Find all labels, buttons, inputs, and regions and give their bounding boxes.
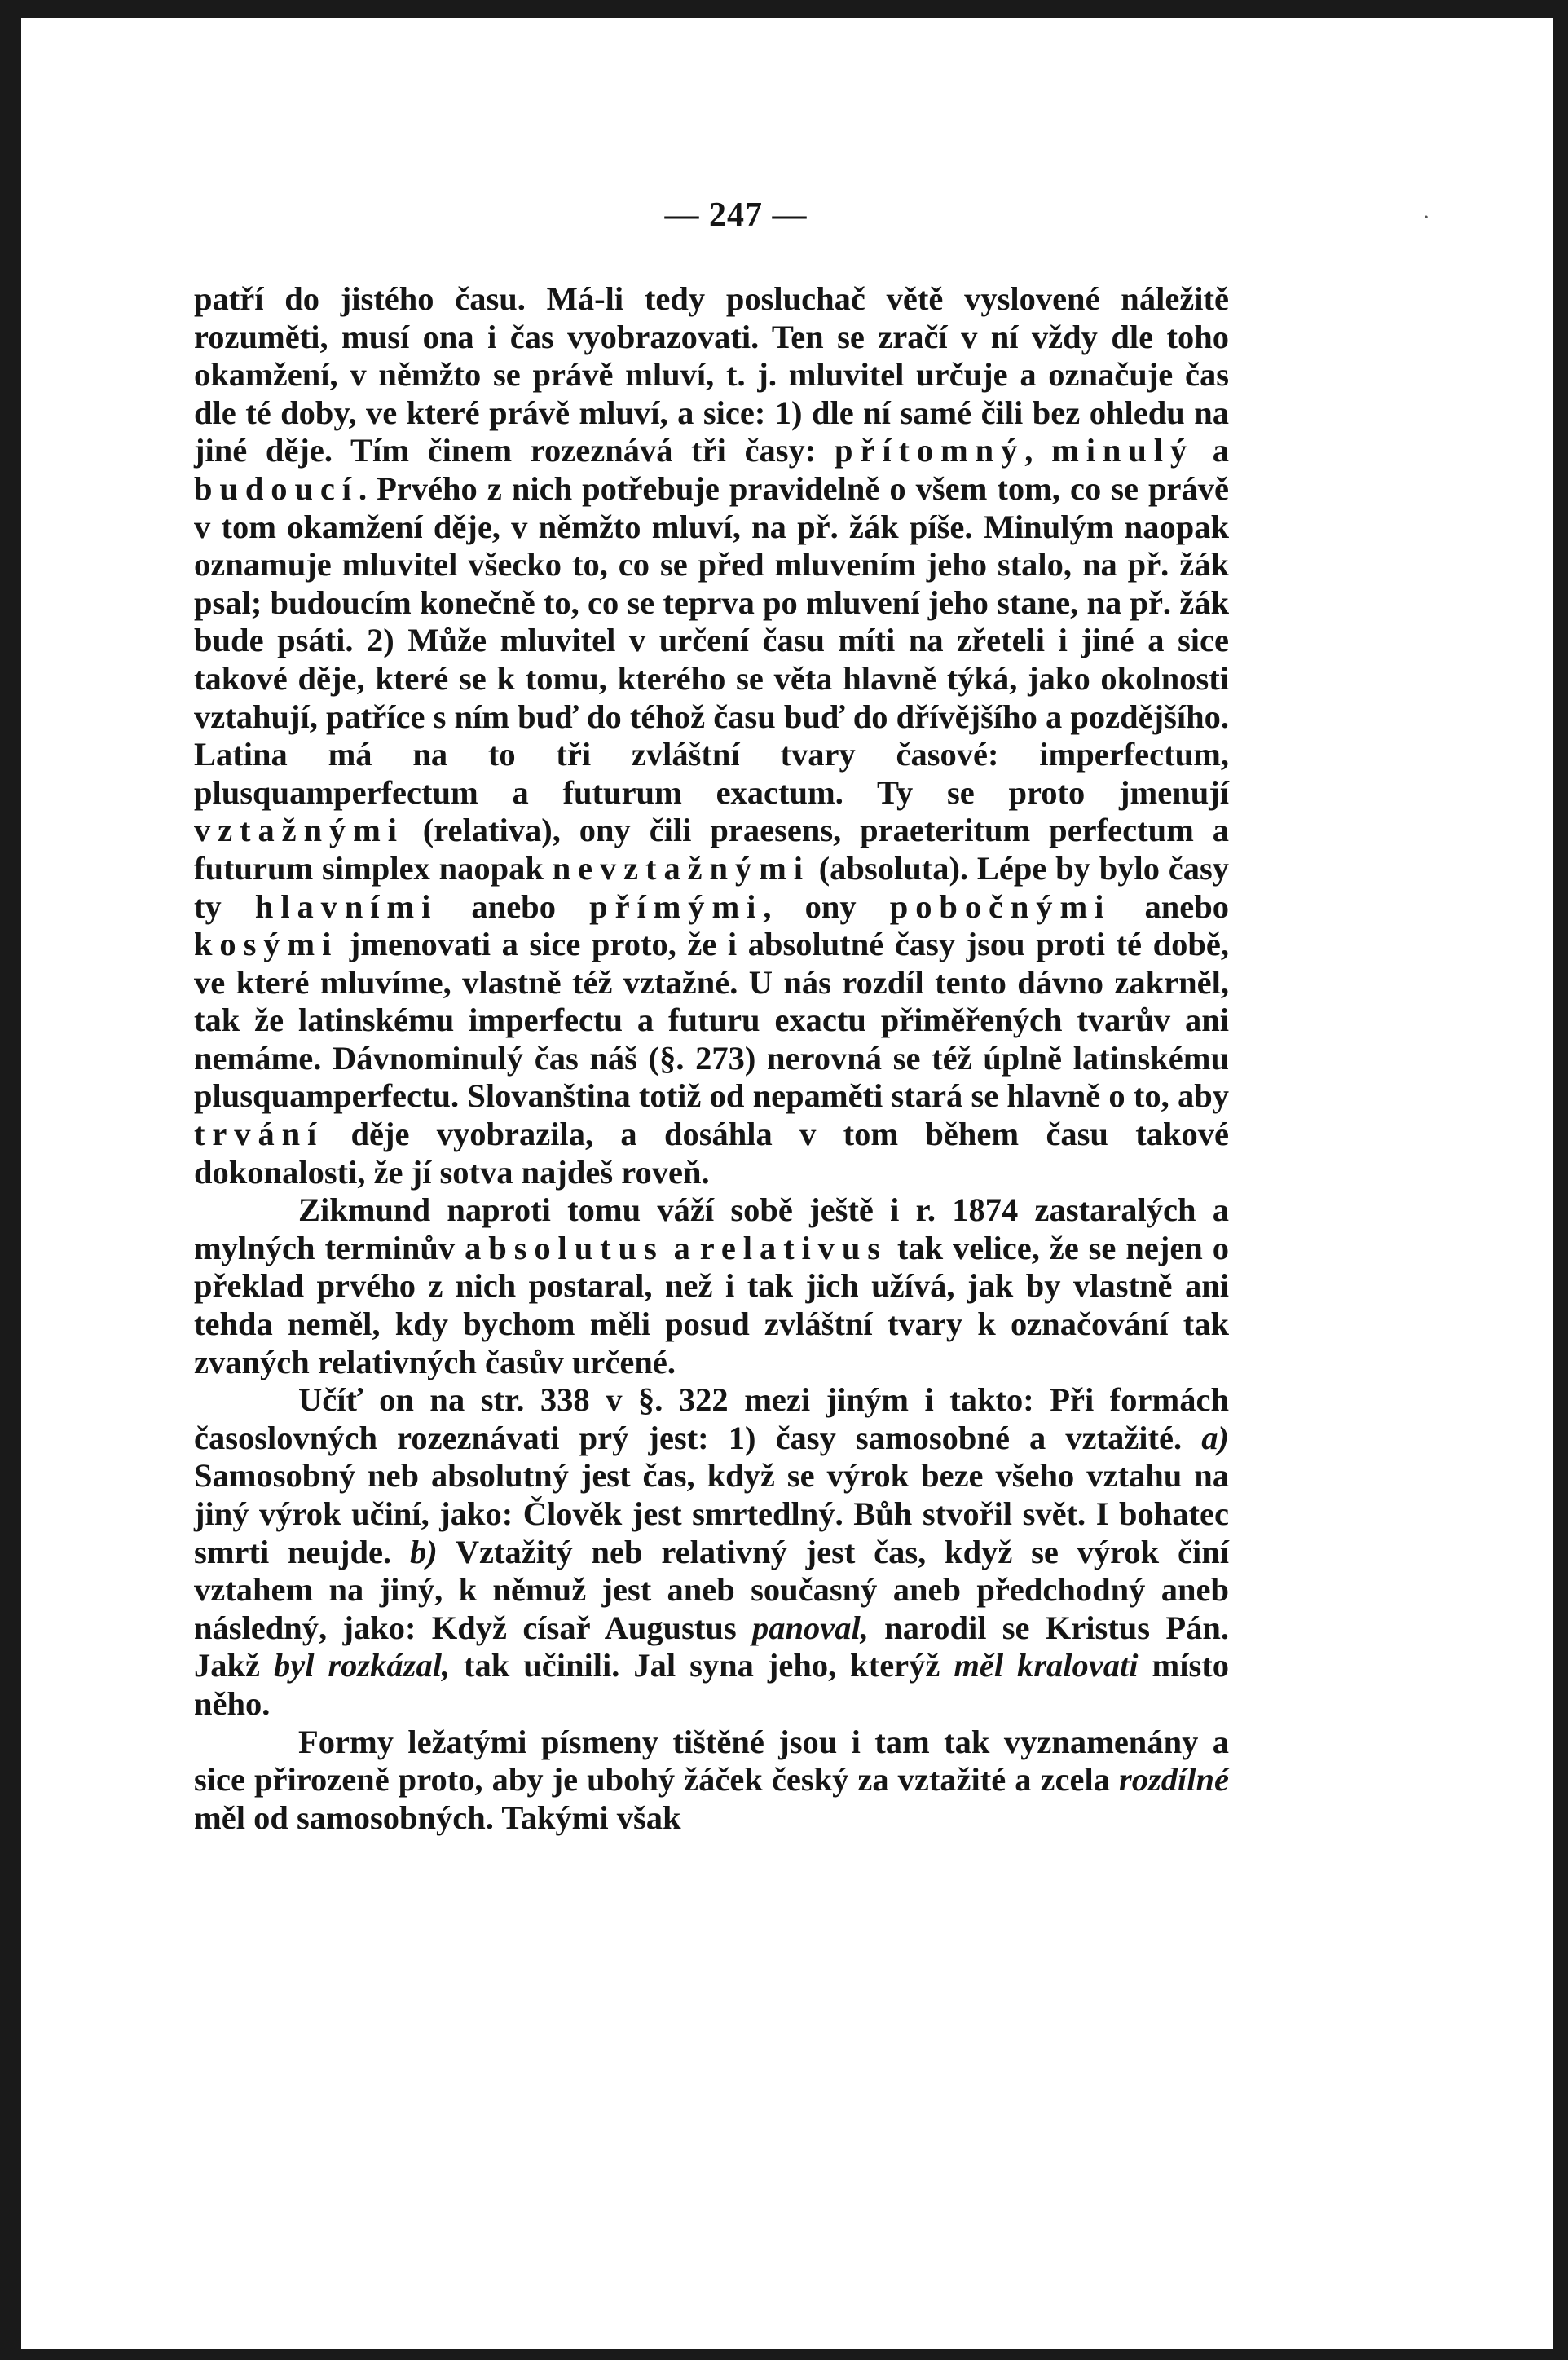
text-run: patří do jistého času. Má-li tedy posluchač větě vyslovené náležitě rozuměti, musí ona i čas vyobrazovati. Ten se zračí v ní vždy dle toho okamžení, v němžto se právě mluví, t. j. mluvitel určuje a označuje čas dle té doby, ve které právě mluví, a sice: 1) dle ní samé čili bez ohledu na jiné děje. Tím činem rozeznává tři časy: [194, 280, 1229, 469]
page-number: — 247 — [664, 196, 808, 234]
spaced-term: budoucí [194, 469, 359, 507]
text-run: Vztažitý neb relativný jest čas, když se výrok činí vztahem na jiný, k němuž jest aneb současný aneb předchodný aneb následný, jako: Když císař Augustus [194, 1533, 1230, 1646]
paragraph [194, 280, 1229, 1191]
text-run: (absoluta). Lépe by bylo časy ty [194, 849, 1229, 925]
spaced-term: minulý [1051, 432, 1195, 469]
text-run: Zikmund naproti tomu váží sobě ještě i r. 1874 zastaralých a mylných terminův [194, 1191, 1229, 1266]
italic-text: b) [409, 1533, 438, 1570]
paragraph [194, 1724, 1229, 1838]
paragraph [194, 1381, 1229, 1723]
paragraph [194, 1191, 1229, 1381]
italic-text: a) [1201, 1419, 1229, 1456]
text-run: anebo [1111, 887, 1229, 925]
italic-text: rozdílné [1118, 1761, 1229, 1799]
spaced-term: přítomný [834, 432, 1025, 469]
scan-speck: · [1422, 204, 1430, 231]
spaced-term: hlavními [254, 887, 438, 925]
spaced-term: trvání [194, 1116, 324, 1153]
spaced-term: vztažnými [194, 812, 404, 849]
text-run: měl od samosobných. Takými však [194, 1799, 681, 1836]
text-run: . Prvého z nich potřebuje pravidelně o všem tom, co se právě v tom okamžení děje, v němžto mluví, na př. žák píše. Minulým naopak oznamuje mluvitel všecko to, co se před mluvením jeho stalo, na př. žák psal; budoucím konečně to, co se teprva po mluvení jeho stane, na př. žák bude psáti. 2) Může mluvitel v určení času míti na zřeteli i jiné a sice takové děje, které se k tomu, kterého se věta hlavně týká, jako okolnosti vztahují, patříce s ním buď do téhož času buď do dřívějšího a pozdějšího. Latina má na to tři zvláštní tvary časové: imperfectum, plusquamperfectum a futurum exactum. Ty se proto jmenují [194, 469, 1230, 811]
spaced-term: kosými [194, 926, 339, 963]
text-run: tak učinili. Jal syna jeho, kterýž [450, 1647, 954, 1684]
spaced-term: pobočnými [889, 887, 1112, 925]
text-run: Učíť on na str. 338 v §. 322 mezi jiným i takto: Při formách časoslovných rozeznávati prý jest: 1) časy samosobné a vztažité. [194, 1381, 1229, 1456]
text-run: narodil se Kristus Pán. Jakž [194, 1609, 1229, 1684]
text-run: místo něho. [194, 1647, 1229, 1722]
italic-text: byl rozkázal, [273, 1647, 451, 1684]
text-run: Samosobný neb absolutný jest čas, když se výrok beze všeho vztahu na jiný výrok učiní, jako: Člověk jest smrtedlný. Bůh stvořil svět. I bohatec smrti neujde. [194, 1457, 1229, 1570]
text-run: (relativa), ony čili praesens, praeteritum perfectum a futurum simplex naopak [194, 812, 1229, 887]
spaced-term: absolutus [465, 1229, 664, 1266]
spaced-term: relativus [699, 1229, 888, 1266]
book-page [194, 196, 1229, 1837]
text-run: , [1024, 432, 1052, 469]
text-run: děje vyobrazila, a dosáhla v tom během času takové dokonalosti, že jí sotva najdeš roveň. [194, 1116, 1229, 1191]
text-run: a [663, 1229, 700, 1266]
body-text [194, 280, 1229, 1837]
text-run: jmenovati a sice proto, že i absolutné časy jsou proti té době, ve které mluvíme, vlastně též vztažné. U nás rozdíl tento dávno zakrněl, tak že latinskému imperfectu a futuru exactu přiměřených tvarův ani nemáme. Dávnominulý čas náš (§. 273) nerovná se též úplně latinskému plusquamperfectu. Slovanština totiž od nepaměti stará se hlavně o to, aby [194, 926, 1229, 1115]
text-run: anebo [438, 887, 590, 925]
italic-text: panoval, [751, 1609, 869, 1646]
spaced-term: nevztažnými [552, 849, 810, 887]
text-run: Formy ležatými písmeny tištěné jsou i tam tak vyznamenány a sice přirozeně proto, aby je ubohý žáček český za vztažité a zcela [194, 1723, 1229, 1799]
text-run: tak velice, že se nejen o překlad prvého z nich postaral, než i tak jich užívá, jak by vlastně ani tehda neměl, kdy bychom měli posud zvláštní tvary k označování tak zvaných relativných časův určené. [194, 1229, 1229, 1380]
text-run: , ony [763, 887, 890, 925]
text-run: a [1194, 432, 1230, 469]
italic-text: měl kralovati [954, 1647, 1139, 1684]
spaced-term: přímými [589, 887, 764, 925]
